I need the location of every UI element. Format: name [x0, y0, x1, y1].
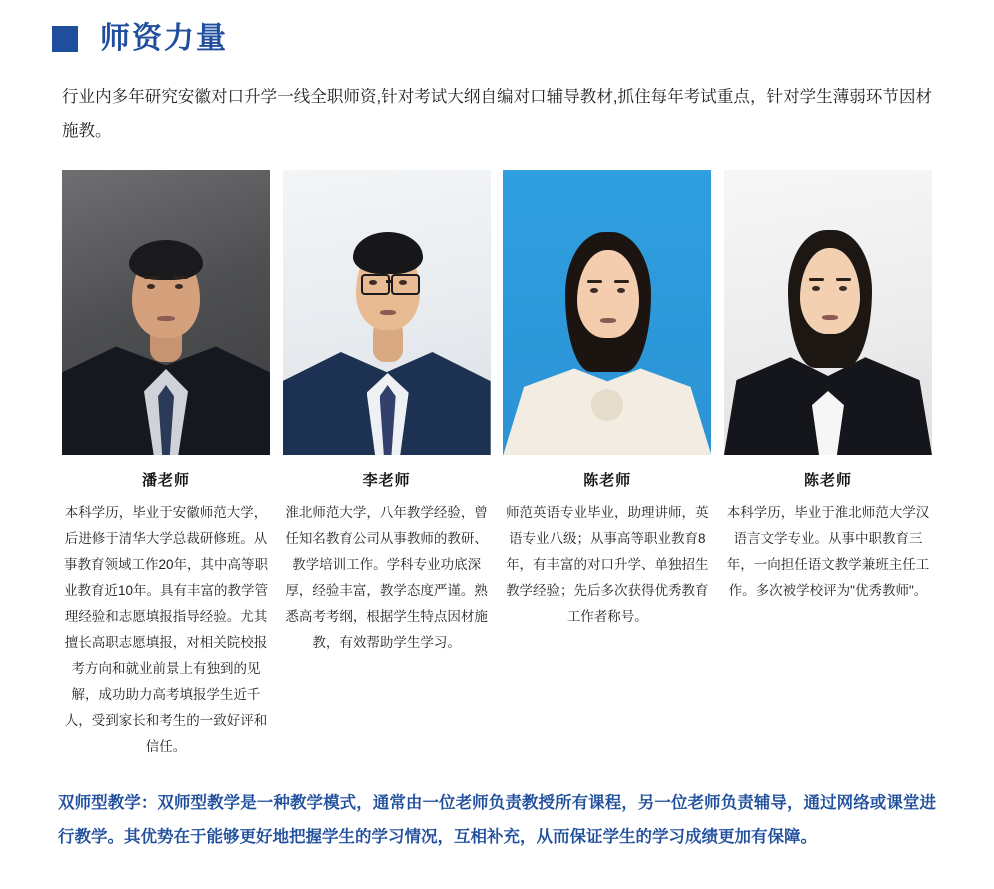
- teacher-name: 潘老师: [141, 472, 190, 489]
- teacher-description: 淮北师范大学，八年教学经验，曾任知名教育公司从事教师的教研、教学培训工作。学科专业功底深厚，经验丰富，教学态度严谨。熟悉高考考纲，根据学生特点因材施教，有效帮助学生学习。: [285, 505, 488, 650]
- mouth-shape: [822, 315, 838, 320]
- mouth-shape: [380, 310, 396, 315]
- mouth-shape: [157, 316, 175, 321]
- dual-teacher-note: 双师型教学：双师型教学是一种教学模式，通常由一位老师负责教授所有课程，另一位老师负责辅导，通过网络或课堂进行教学。其优势在于能够更好地把握学生的学习情况，互相补充，从而保证学生的学习成绩更加有保障。: [58, 794, 936, 846]
- teacher-photo: [283, 170, 491, 455]
- teacher-description: 师范英语专业毕业，助理讲师，英语专业八级；从事高等职业教育8年，有丰富的对口升学、单独招生教学经验；先后多次获得优秀教育工作者称号。: [506, 505, 709, 624]
- teacher-description: 本科学历，毕业于淮北师范大学汉语言文学专业。从事中职教育三年，一向担任语文教学兼班主任工作。多次被学校评为"优秀教师"。: [726, 505, 930, 598]
- glasses-bridge-icon: [386, 280, 392, 283]
- teacher-name: 陈老师: [583, 472, 632, 489]
- teacher-card: [62, 170, 270, 760]
- eye-right: [399, 280, 407, 285]
- eyebrow-right: [836, 278, 851, 281]
- page-title: 师资力量: [100, 22, 228, 55]
- eyebrow-right: [614, 280, 629, 283]
- face-shape: [800, 248, 860, 334]
- eyebrow-left: [144, 276, 160, 279]
- teacher-card: [724, 170, 932, 760]
- eye-right: [175, 284, 183, 289]
- intro-paragraph: 行业内多年研究安徽对口升学一线全职师资,针对考试大纲自编对口辅导教材,抓住每年考试重点，针对学生薄弱环节因材施教。: [62, 88, 932, 140]
- hair-shape: [129, 240, 203, 280]
- section-header: [0, 0, 994, 54]
- teacher-name: 李老师: [362, 472, 411, 489]
- eyebrow-right: [172, 276, 188, 279]
- mouth-shape: [600, 318, 616, 323]
- eye-left: [369, 280, 377, 285]
- teacher-card-list: [62, 170, 932, 760]
- eye-right: [839, 286, 847, 291]
- teacher-card: [283, 170, 491, 760]
- blue-square-bullet-icon: [52, 26, 78, 52]
- teacher-photo: [724, 170, 932, 455]
- eye-left: [147, 284, 155, 289]
- hair-shape: [353, 232, 423, 274]
- teacher-description: 本科学历，毕业于安徽师范大学，后进修于清华大学总裁研修班。从事教育领域工作20年，其中高等职业教育近10年。具有丰富的教学管理经验和志愿填报指导经验。尤其擅长高职志愿填报，对相关院校报考方向和就业前景上有独到的见解，成功助力高考填报学生近千人，受到家长和考生的一致好评和信任。: [63, 505, 269, 754]
- eye-left: [812, 286, 820, 291]
- teacher-photo: [503, 170, 711, 455]
- teacher-card: [503, 170, 711, 760]
- eyebrow-left: [587, 280, 602, 283]
- eyebrow-left: [809, 278, 824, 281]
- teacher-photo: [62, 170, 270, 455]
- teacher-name: 陈老师: [803, 472, 852, 489]
